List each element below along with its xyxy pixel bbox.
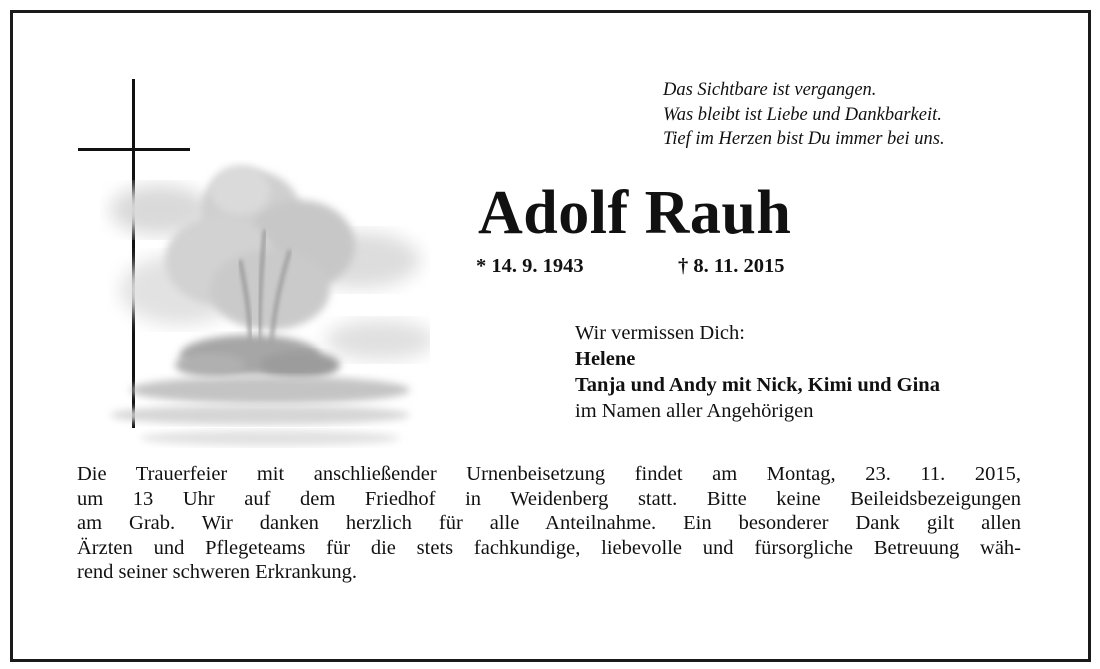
memorial-quote bbox=[663, 78, 1063, 152]
mourner-name: Helene bbox=[575, 348, 636, 370]
quote-line: Das Sichtbare ist vergangen. bbox=[663, 80, 877, 100]
deceased-name: Adolf Rauh bbox=[478, 179, 792, 247]
birth-date: * 14. 9. 1943 bbox=[476, 255, 584, 277]
announcement-line: Ärzten und Pflegeteams für die stets fachkundige, liebevolle und fürsorgliche Betreuung wäh- bbox=[77, 536, 1021, 559]
mourner-name: Tanja und Andy mit Nick, Kimi und Gina bbox=[575, 374, 940, 396]
mourners-intro: Wir vermissen Dich: bbox=[575, 322, 745, 344]
mourners-outro: im Namen aller Angehörigen bbox=[575, 400, 814, 422]
tree-landscape-illustration bbox=[100, 150, 430, 460]
announcement-line: am Grab. Wir danken herzlich für alle Anteilnahme. Ein besonderer Dank gilt allen bbox=[77, 512, 1021, 534]
announcement-line: um 13 Uhr auf dem Friedhof in Weidenberg statt. Bitte keine Beileidsbezeigungen bbox=[77, 487, 1021, 510]
mourners-block bbox=[575, 320, 940, 424]
death-date: † 8. 11. 2015 bbox=[678, 255, 785, 277]
announcement-line: Die Trauerfeier mit anschließender Urnenbeisetzung findet am Montag, 23. 11. 2015, bbox=[77, 463, 1021, 485]
quote-line: Was bleibt ist Liebe und Dankbarkeit. bbox=[663, 104, 942, 125]
funeral-announcement bbox=[77, 462, 1021, 585]
announcement-line: rend seiner schweren Erkrankung. bbox=[77, 561, 358, 583]
quote-line: Tief im Herzen bist Du immer bei uns. bbox=[663, 129, 945, 149]
